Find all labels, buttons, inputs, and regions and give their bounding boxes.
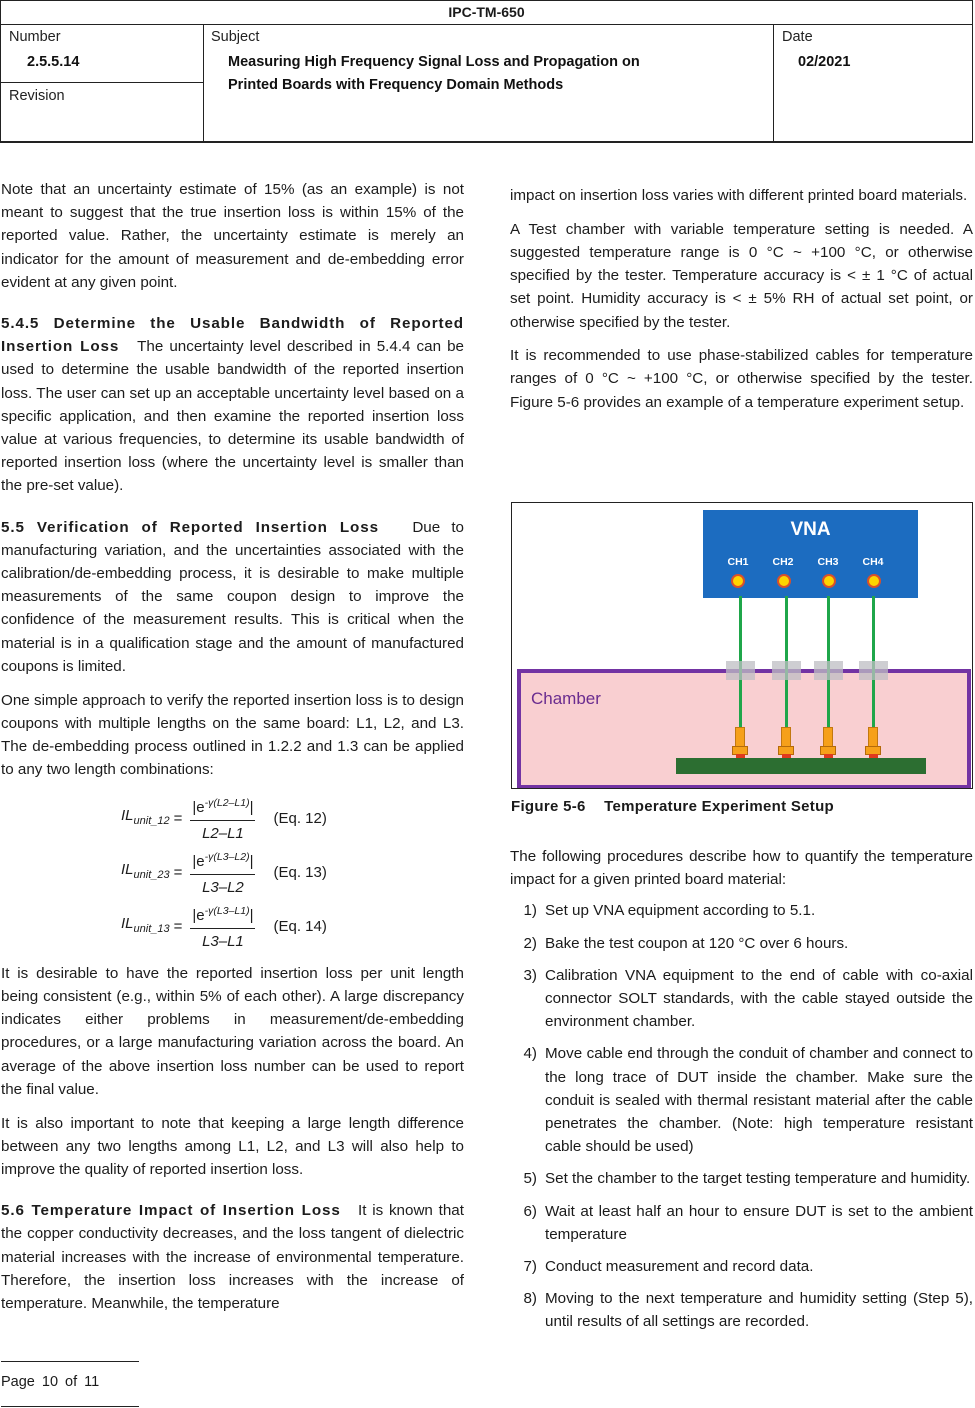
- channel-label: CH3: [817, 556, 839, 568]
- procedure-step: 4) Move cable end through the conduit of chamber and connect to the long trace of DUT inside the chamber. Make sure the conduit is sealed with thermal resistant material after the cable penetrates the chamber. (Note: high temperature resistant cable should be used): [523, 1045, 973, 1156]
- equations: [1, 792, 464, 954]
- port-icon: [867, 574, 881, 588]
- paragraph-uncertainty-note: Note that an uncertainty estimate of 15% (as an example) is not meant to suggest that the true insertion loss is within 15% of the reported value. Rather, the uncertainty estimate is merely an indicator for the amount of measurement and de-embedding error evident at any given point.: [1, 181, 464, 291]
- vna-label: VNA: [790, 519, 831, 540]
- subject-cell: [203, 24, 774, 141]
- procedure-steps: [510, 899, 973, 1333]
- equation-fraction: $\frac{|e^{-\gamma(L3-L1)}|}{L3-L1}$: [190, 900, 255, 953]
- equation-tag: (Eq. 14): [273, 918, 327, 936]
- procedure-step: 1) Set up VNA equipment according to 5.1.: [523, 902, 816, 920]
- procedure-step: 3) Calibration VNA equipment to the end of cable with co-axial connector SOLT standards, with the cable stayed outside the environment chamber.: [523, 966, 973, 1031]
- date-value: 02/2021: [798, 54, 851, 70]
- subject-line-1: Measuring High Frequency Signal Loss and Propagation on: [228, 54, 640, 70]
- procedure-step: 5) Set the chamber to the target testing temperature and humidity.: [523, 1170, 971, 1188]
- vna-box: [703, 510, 918, 598]
- procedure-step: 7) Conduct measurement and record data.: [523, 1258, 814, 1276]
- subject-label: Subject: [211, 29, 260, 45]
- doc-id: IPC-TM-650: [1, 1, 972, 25]
- figure-temperature-setup: [511, 502, 973, 789]
- section-body: Due to manufacturing variation, and the uncertainties associated with the calibration/de-embedding process, it is desirable to make multiple measurements of the same coupon design to improve the confidence of the measurement results. This is critical when the material is in a qualification stage and the amount of manufactured coupons is limited.: [1, 518, 464, 675]
- equation-14: $IL_{unit\_13}$ = $\frac{|e^{-\gamma(L3-L1)}|}{L3-L1}$ (Eq. 14): [1, 900, 464, 954]
- section-5-5: [1, 516, 464, 678]
- port-icon: [777, 574, 791, 588]
- footer-rule-bottom: [1, 1406, 139, 1407]
- right-column-procedures: [510, 845, 973, 1343]
- paragraph-procedures-intro: The following procedures describe how to quantify the temperature impact for a given printed board material:: [510, 848, 973, 889]
- conduit-seal-icon: [772, 661, 801, 680]
- conduit-seal-icon: [814, 661, 843, 680]
- figure-number: Figure 5-6: [511, 798, 586, 815]
- number-cell: [1, 24, 204, 141]
- conduit-seal-icon: [726, 661, 755, 680]
- paragraph-length-difference: It is also important to note that keeping a large length difference between any two lengths among L1, L2, and L3 will also help to improve the quality of reported insertion loss.: [1, 1114, 464, 1178]
- paragraph-approach: One simple approach to verify the reported insertion loss is to design coupons with multiple lengths on the same board: L1, L2, and L3. The de-embedding process outlined in 1.2.2 and 1.3 can be applied to any two length combinations:: [1, 691, 464, 779]
- channel-label: CH4: [862, 556, 884, 568]
- number-value: 2.5.5.14: [27, 54, 80, 70]
- footer-rule-top: [1, 1361, 139, 1362]
- section-heading: 5.6 Temperature Impact of Insertion Loss: [1, 1202, 341, 1220]
- paragraph-consistency: It is desirable to have the reported insertion loss per unit length being consistent (e.g., within 5% of each other). A large discrepancy indicates either problems in measurement/de-embedding procedures, or a large manufacturing variation across the board. An average of the above insertion loss number can be used to report the final value.: [1, 964, 464, 1098]
- paragraph-test-chamber: A Test chamber with variable temperature setting is needed. A suggested temperature range is 0 °C ~ +100 °C, or otherwise specified by the tester. Temperature accuracy is < ± 1 °C of actual set point. Humidity accuracy is < ± 5% RH of actual set point, or otherwise specified by the tester.: [510, 220, 973, 331]
- equation-tag: (Eq. 13): [273, 864, 327, 882]
- section-5-4-5: [1, 312, 464, 498]
- figure-title: Temperature Experiment Setup: [604, 798, 835, 815]
- equation-lhs: $IL_{unit\_12}$: [121, 807, 170, 828]
- paragraph-cables: It is recommended to use phase-stabilized cables for temperature ranges of 0 °C ~ +100 °C, or otherwise specified by the tester. Figure 5-6 provides an example of a temperature experiment setup.: [510, 347, 973, 411]
- section-body: It is known that the copper conductivity decreases, and the loss tangent of dielectric material increases with the increase of environmental temperature. Therefore, the insertion loss increases with the increase of temperature. Meanwhile, the temperature: [1, 1202, 464, 1313]
- channel-label: CH1: [727, 556, 749, 568]
- right-column: [510, 184, 973, 424]
- equation-fraction: $\frac{|e^{-\gamma(L2-L1)}|}{L2-L1}$: [190, 792, 255, 845]
- number-box: [1, 24, 203, 83]
- page-number: Page 10 of 11: [1, 1374, 100, 1390]
- section-5-6: [1, 1199, 464, 1315]
- channel-label: CH2: [772, 556, 794, 568]
- number-label: Number: [9, 29, 61, 45]
- section-heading: 5.5 Verification of Reported Insertion Loss: [1, 518, 379, 536]
- port-icon: [822, 574, 836, 588]
- chamber-label: Chamber: [531, 689, 601, 708]
- date-cell: [774, 24, 972, 141]
- procedure-step: 6) Wait at least half an hour to ensure DUT is set to the ambient temperature: [523, 1202, 973, 1243]
- equation-lhs: $IL_{unit\_13}$: [121, 915, 170, 936]
- section-heading: 5.4.5 Determine the Usable Bandwidth of Reported Insertion Loss: [1, 315, 464, 356]
- equation-13: $IL_{unit\_23}$ = $\frac{|e^{-\gamma(L3-L2)}|}{L3-L2}$ (Eq. 13): [1, 846, 464, 900]
- equation-tag: (Eq. 12): [273, 810, 327, 828]
- date-label: Date: [782, 29, 813, 45]
- procedure-step: 2) Bake the test coupon at 120 °C over 6 hours.: [523, 934, 849, 952]
- port-icon: [731, 574, 745, 588]
- equation-fraction: $\frac{|e^{-\gamma(L3-L2)}|}{L3-L2}$: [190, 846, 255, 899]
- figure-caption: [511, 798, 834, 815]
- equation-lhs: $IL_{unit\_23}$: [121, 861, 170, 882]
- revision-label: Revision: [9, 88, 65, 104]
- paragraph-continued: impact on insertion loss varies with different printed board materials.: [510, 187, 968, 204]
- procedure-step: 8) Moving to the next temperature and humidity setting (Step 5), until results of all settings are recorded.: [523, 1290, 973, 1331]
- left-column: [1, 178, 464, 1326]
- dut-board: [676, 758, 926, 774]
- document-header: [0, 0, 973, 143]
- section-body: The uncertainty level described in 5.4.4 can be used to determine the usable bandwidth of the reported insertion loss. The user can set up an acceptable uncertainty level based on a specific application, and then examine the reported insertion loss value at various frequencies, to determine its usable bandwidth of reported insertion loss (where the uncertainty level is smaller than the pre-set value).: [1, 338, 464, 495]
- equation-12: $IL_{unit\_12}$ = $\frac{|e^{-\gamma(L2-L1)}|}{L2-L1}$ (Eq. 12): [1, 792, 464, 846]
- subject-line-2: Printed Boards with Frequency Domain Methods: [228, 77, 564, 93]
- conduit-seal-icon: [859, 661, 888, 680]
